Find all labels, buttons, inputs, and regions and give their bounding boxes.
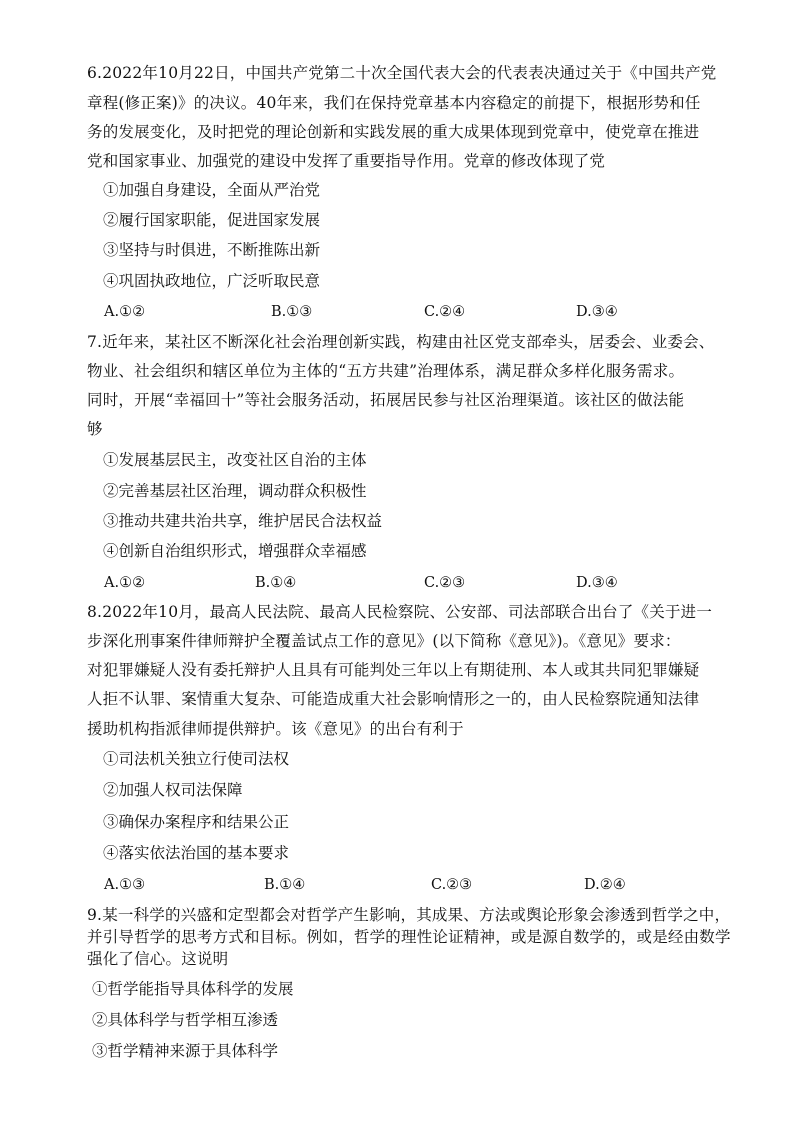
option-3: ③确保办案程序和结果公正 [103,813,290,831]
question-text-line: 援助机构指派律师提供辩护。该《意见》的出台有利于 [87,720,464,738]
option-2: ②完善基层社区治理，调动群众积极性 [103,482,367,500]
question-text-line: 8.2022年10月，最高人民法院、最高人民检察院、公安部、司法部联合出台了《关于进一 [87,603,713,621]
question-text-line: 6.2022年10月22日，中国共产党第二十次全国代表大会的代表表决通过关于《中国共产党 [87,64,717,82]
question-text-line: 人拒不认罪、案情重大复杂、可能造成重大社会影响情形之一的，由人民检察院通知法律 [87,690,700,708]
choice-a: A.①③ [104,877,146,893]
option-3: ③坚持与时俱进，不断推陈出新 [103,241,321,259]
option-4: ④巩固执政地位，广泛听取民意 [103,272,321,290]
question-text-line: 强化了信心。这说明 [87,950,229,968]
option-2: ②具体科学与哲学相互渗透 [92,1011,279,1029]
choice-d: D.②④ [584,877,626,893]
question-text-line: 章程(修正案)》的决议。40年来，我们在保持党章基本内容稳定的前提下，根据形势和任 [87,94,701,112]
choice-b: B.①④ [255,575,297,591]
question-text-line: 步深化刑事案件律师辩护全覆盖试点工作的意见》(以下简称《意见》)。《意见》要求： [87,632,681,650]
question-text-line: 同时，开展“幸福回十”等社会服务活动，拓展居民参与社区治理渠道。该社区的做法能 [87,391,685,409]
question-text-line: 党和国家事业、加强党的建设中发挥了重要指导作用。党章的修改体现了党 [87,152,606,170]
choice-a: A.①② [104,304,146,320]
option-3: ③哲学精神来源于具体科学 [92,1042,279,1060]
option-1: ①加强自身建设，全面从严治党 [103,181,321,199]
choice-b: B.①④ [264,877,306,893]
option-1: ①司法机关独立行使司法权 [103,750,290,768]
question-text-line: 物业、社会组织和辖区单位为主体的“五方共建”治理体系，满足群众多样化服务需求。 [87,362,685,380]
choice-c: C.②④ [424,304,466,320]
option-4: ④创新自治组织形式，增强群众幸福感 [103,542,367,560]
option-1: ①哲学能指导具体科学的发展 [92,980,294,998]
option-4: ④落实依法治国的基本要求 [103,844,290,862]
choice-a: A.①② [104,575,146,591]
question-text-line: 够 [87,420,103,438]
option-2: ②履行国家职能，促进国家发展 [103,211,321,229]
choice-d: D.③④ [576,575,618,591]
option-1: ①发展基层民主，改变社区自治的主体 [103,451,367,469]
option-2: ②加强人权司法保障 [103,781,243,799]
choice-c: C.②③ [424,575,466,591]
question-text-line: 并引导哲学的思考方式和目标。例如，哲学的理性论证精神，或是源自数学的，或是经由数学 [87,928,731,946]
question-text-line: 务的发展变化，及时把党的理论创新和实践发展的重大成果体现到党章中，使党章在推进 [87,123,700,141]
choice-b: B.①③ [271,304,313,320]
question-text-line: 对犯罪嫌疑人没有委托辩护人且具有可能判处三年以上有期徒刑、本人或其共同犯罪嫌疑 [87,661,700,679]
choice-c: C.②③ [431,877,473,893]
choice-d: D.③④ [576,304,618,320]
question-text-line: 9.某一科学的兴盛和定型都会对哲学产生影响，其成果、方法或舆论形象会渗透到哲学之中， [87,906,731,924]
question-text-line: 7.近年来，某社区不断深化社会治理创新实践，构建由社区党支部牵头，居委会、业委会、 [87,333,715,351]
option-3: ③推动共建共治共享，维护居民合法权益 [103,512,383,530]
